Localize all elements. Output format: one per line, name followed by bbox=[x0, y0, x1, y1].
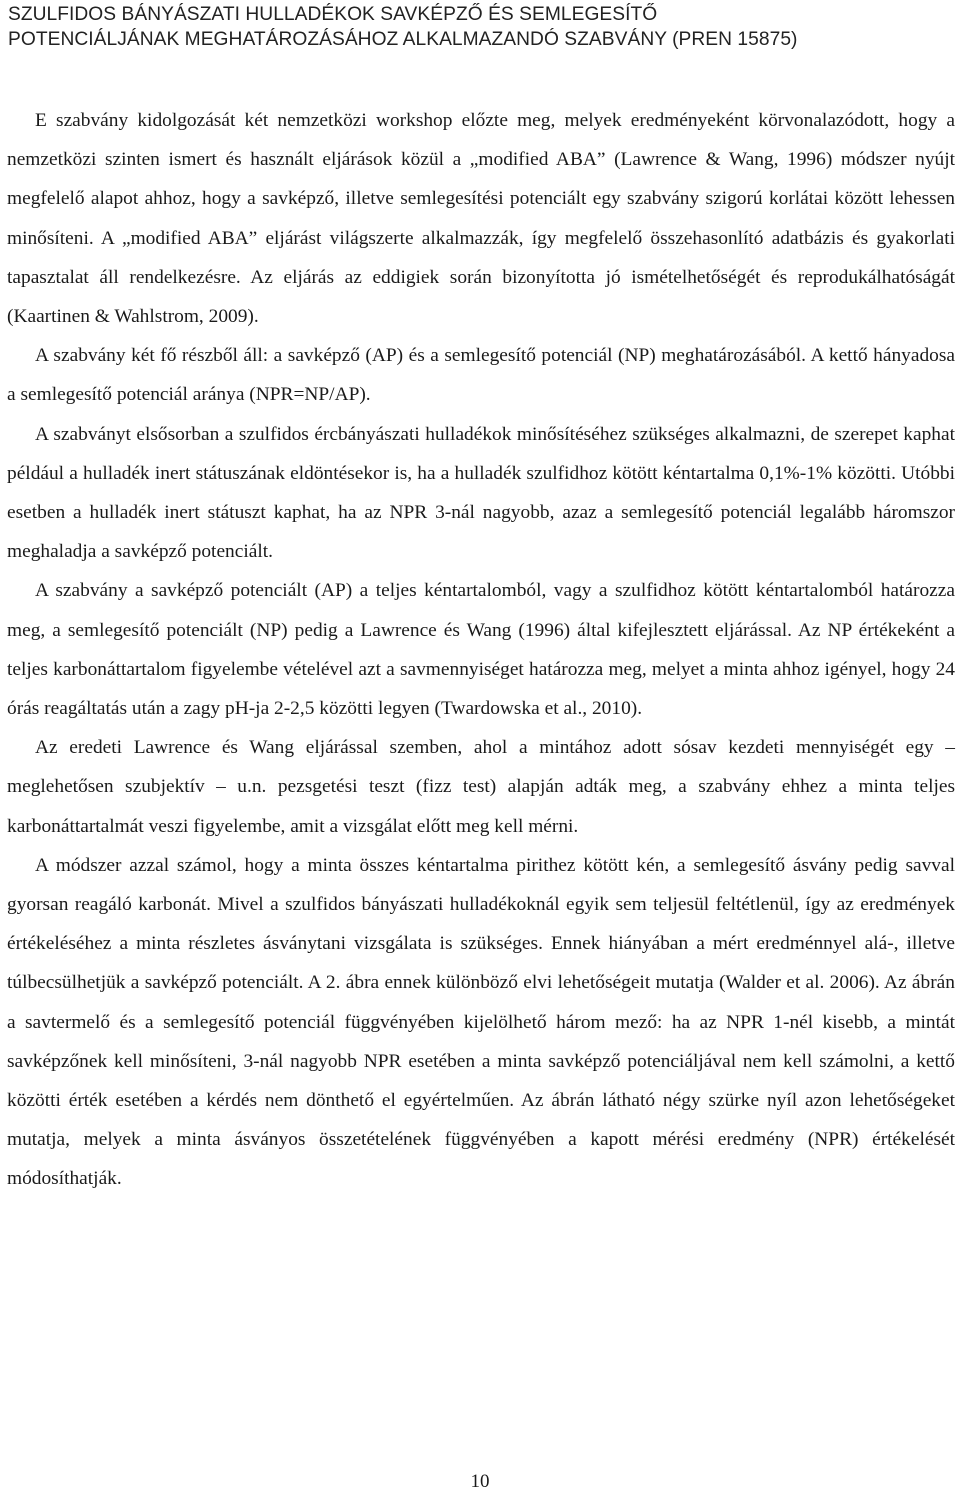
paragraph-6: A módszer azzal számol, hogy a minta összes kéntartalma pirithez kötött kén, a semlegesítő ásvány pedig savval gyorsan reagáló karbonát. Mivel a szulfidos bányászati hulladékoknál egyik sem teljesül feltétlenül, így az eredmények értékeléséhez a minta részletes ásványtani vizsgálata is szükséges. Ennek hiányában a mért eredménnyel alá-, illetve túlbecsülhetjük a savképző potenciált. A 2. ábra ennek különböző elvi lehetőségeit mutatja (Walder et al. 2006). Az ábrán a savtermelő és a semlegesítő potenciál függvényében kijelölhető három mező: ha az NPR 1-nél kisebb, a mintát savképzőnek kell minősíteni, 3-nál nagyobb NPR esetében a minta savképző potenciáljával nem kell számolni, a kettő közötti érték esetében a kérdés nem dönthető el egyértelműen. Az ábrán látható négy szürke nyíl azon lehetőségeket mutatja, melyek a minta ásványos összetételének függvényében a kapott mérési eredmény (NPR) értékelését módosíthatják. bbox=[7, 854, 955, 1190]
running-header bbox=[8, 2, 952, 52]
paragraph-5: Az eredeti Lawrence és Wang eljárással szemben, ahol a mintához adott sósav kezdeti mennyiségét egy – meglehetősen szubjektív – u.n. pezsgetési teszt (fizz test) alapján adták meg, a szabvány ehhez a minta teljes karbonáttartalmát veszi figyelembe, amit a vizsgálat előtt meg kell mérni. bbox=[7, 737, 955, 837]
header-line-1: SZULFIDOS BÁNYÁSZATI HULLADÉKOK SAVKÉPZŐ ÉS SEMLEGESÍTŐ bbox=[8, 4, 658, 25]
page-number: 10 bbox=[470, 1471, 490, 1492]
header-line-2: POTENCIÁLJÁNAK MEGHATÁROZÁSÁHOZ ALKALMAZANDÓ SZABVÁNY (PREN 15875) bbox=[8, 29, 798, 50]
paragraph-4: A szabvány a savképző potenciált (AP) a teljes kéntartalomból, vagy a szulfidhoz kötött kéntartalomból határozza meg, a semlegesítő potenciált (NP) pedig a Lawrence és Wang (1996) által kifejlesztett eljárással. Az NP értékeként a teljes karbonáttartalom figyelembe vételével azt a savmennyiséget határozza meg, melyet a minta ahhoz igényel, hogy 24 órás reagáltatás után a zagy pH-ja 2-2,5 közötti legyen (Twardowska et al., 2010). bbox=[7, 580, 955, 720]
paragraph-2: A szabvány két fő részből áll: a savképző (AP) és a semlegesítő potenciál (NP) meghatározásából. A kettő hányadosa a semlegesítő potenciál aránya (NPR=NP/AP). bbox=[7, 345, 955, 406]
paragraph-3: A szabványt elsősorban a szulfidos ércbányászati hulladékok minősítéséhez szükséges alkalmazni, de szerepet kaphat például a hulladék inert státuszának eldöntésekor is, ha a hulladék szulfidhoz kötött kéntartalma 0,1%-1% közötti. Utóbbi esetben a hulladék inert státuszt kaphat, ha az NPR 3-nál nagyobb, azaz a semlegesítő potenciál legalább háromszor meghaladja a savképző potenciált. bbox=[7, 423, 955, 563]
paragraph-1: E szabvány kidolgozását két nemzetközi workshop előzte meg, melyek eredményeként körvonalazódott, hogy a nemzetközi szinten ismert és használt eljárások közül a „modified ABA” (Lawrence & Wang, 1996) módszer nyújt megfelelő alapot ahhoz, hogy a savképző, illetve semlegesítési potenciált egy szabvány szigorú korlátai között lehessen minősíteni. A „modified ABA” eljárást világszerte alkalmazzák, így megfelelő összehasonlító adatbázis és gyakorlati tapasztalat áll rendelkezésre. Az eljárás az eddigiek során bizonyította jó ismételhetőségét és reprodukálhatóságát (Kaartinen & Wahlstrom, 2009). bbox=[7, 110, 955, 328]
body-text bbox=[7, 101, 955, 1199]
